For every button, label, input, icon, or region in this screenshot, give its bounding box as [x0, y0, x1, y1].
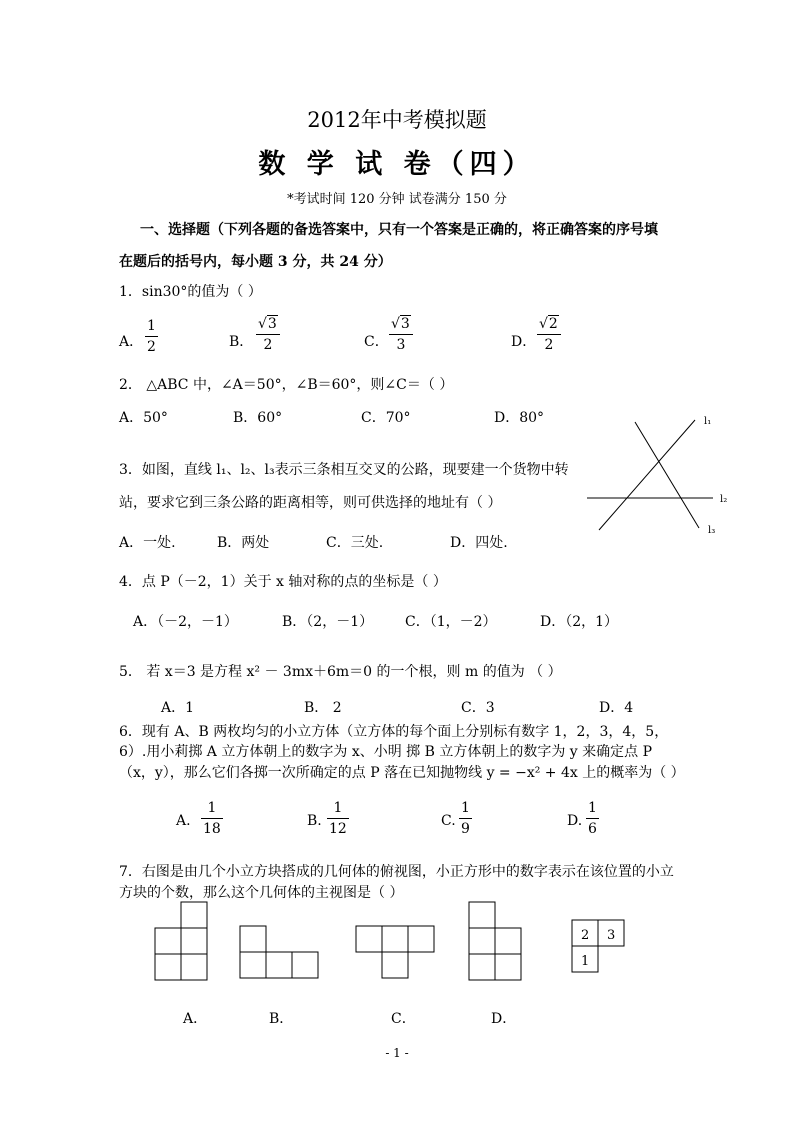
- roads-figure: [585, 412, 745, 542]
- q1-option-a-label: A．: [119, 334, 144, 350]
- fraction-bar: [327, 818, 349, 819]
- q1-option-b-fraction: [256, 317, 280, 352]
- q6-option-a-label: A.: [176, 813, 191, 829]
- q6-option-b-fraction: [327, 801, 349, 836]
- q1-option-a-fraction: [145, 319, 158, 354]
- q3-text-line2: 站，要求它到三条公路的距离相等，则可供选择的地址有（ ）: [119, 495, 502, 511]
- q6-text-line2: 6）.用小莉掷 A 立方体朝上的数字为 x、小明 掷 B 立方体朝上的数字为 y 来确定点 P: [119, 744, 653, 760]
- road-l3-line: [635, 422, 699, 528]
- q7-option-c-figure: [356, 926, 438, 982]
- q2-text: 2． △ABC 中，∠A＝50°，∠B＝60°，则∠C＝（ ）: [119, 377, 454, 393]
- q6-option-a-fraction: [201, 801, 223, 836]
- q6-a-numerator: 1: [207, 800, 217, 816]
- q2-option-b: B．60°: [233, 410, 283, 426]
- q6-option-d-label: D.: [567, 813, 583, 829]
- q1-text: 1．sin30°的值为（ ）: [119, 284, 262, 300]
- q5-option-c: C．3: [461, 700, 495, 716]
- q1-option-c-label: C．: [364, 334, 389, 350]
- q7-option-a-label: A．: [183, 1011, 208, 1027]
- q1-b-radicand: 3: [267, 316, 277, 332]
- q6-option-b-label: B.: [307, 813, 322, 829]
- top-view-cell-value: 2: [581, 928, 590, 943]
- page-number: - 1 -: [385, 1046, 409, 1060]
- q6-text-line3: （x，y），那么它们各掷一次所确定的点 P 落在已知抛物线 y = −x² + 4x 上的概率为（ ）: [119, 765, 685, 781]
- road-l2-label: l₂: [720, 494, 728, 505]
- q1-option-d-label: D．: [511, 334, 537, 350]
- q4-option-a: A．（－2，－1）: [133, 614, 238, 630]
- q6-option-c-fraction: [459, 801, 472, 836]
- q7-option-d-figure: [469, 902, 525, 982]
- q7-option-b-label: B．: [269, 1011, 294, 1027]
- q1-b-denominator: 2: [263, 337, 273, 353]
- q4-option-d: D．（2，1）: [540, 614, 619, 630]
- q6-d-numerator: 1: [588, 800, 597, 816]
- sqrt-icon: √: [391, 316, 400, 332]
- q6-b-numerator: 1: [333, 800, 343, 816]
- q4-option-b: B．（2，－1）: [282, 614, 374, 630]
- q7-option-a-figure: [155, 902, 211, 982]
- q1-a-denominator: 2: [147, 339, 156, 355]
- fraction-bar: [459, 818, 472, 819]
- q1-a-numerator: 1: [147, 318, 156, 334]
- q1-option-b-label: B．: [229, 334, 254, 350]
- fraction-bar: [389, 334, 413, 335]
- q6-c-numerator: 1: [461, 800, 470, 816]
- fraction-bar: [201, 818, 223, 819]
- q6-text-line1: 6．现有 A、B 两枚均匀的小立方体（立方体的每个面上分别标有数字 1，2，3，4，5，: [119, 724, 669, 740]
- q5-option-b: B． 2: [304, 700, 342, 716]
- q1-d-denominator: 2: [544, 337, 554, 353]
- q1-option-c-fraction: [389, 317, 413, 352]
- q2-option-a: A．50°: [119, 410, 168, 426]
- q3-option-b: B．两处: [217, 535, 270, 551]
- q3-option-a: A．一处.: [119, 535, 176, 551]
- exam-info: *考试时间 120 分钟 试卷满分 150 分: [287, 192, 507, 207]
- sqrt-icon: √: [539, 316, 548, 332]
- q7-option-b-figure: [240, 926, 322, 982]
- q4-text: 4．点 P（－2，1）关于 x 轴对称的点的坐标是（ ）: [119, 574, 447, 590]
- q1-d-radicand: 2: [548, 316, 558, 332]
- q6-a-denominator: 18: [203, 821, 221, 837]
- q1-option-d-fraction: [537, 317, 561, 352]
- q6-c-denominator: 9: [461, 821, 470, 837]
- q6-option-d-fraction: [586, 801, 599, 836]
- section-heading-line1: 一、选择题（下列各题的备选答案中，只有一个答案是正确的，将正确答案的序号填: [140, 222, 658, 238]
- q7-option-c-label: C．: [391, 1011, 416, 1027]
- exam-subtitle: 数 学 试 卷（四）: [258, 149, 536, 180]
- sqrt-icon: √: [258, 316, 267, 332]
- road-l3-label: l₃: [708, 525, 716, 536]
- q6-b-denominator: 12: [329, 821, 347, 837]
- q5-option-a: A．1: [161, 700, 195, 716]
- q7-text-line2: 方块的个数，那么这个几何体的主视图是（ ）: [119, 885, 404, 901]
- section-heading-line2: 在题后的括号内，每小题 3 分，共 24 分）: [119, 254, 392, 270]
- q2-option-c: C．70°: [361, 410, 411, 426]
- q7-text-line1: 7．右图是由几个小立方块搭成的几何体的俯视图，小正方形中的数字表示在该位置的小立: [119, 864, 674, 880]
- q3-option-c: C．三处.: [326, 535, 384, 551]
- road-l1-label: l₁: [704, 416, 712, 427]
- q1-c-radicand: 3: [400, 316, 410, 332]
- fraction-bar: [537, 334, 561, 335]
- road-l1-line: [599, 420, 695, 530]
- top-view-cell-value: 1: [581, 954, 590, 969]
- fraction-bar: [145, 336, 158, 337]
- q6-d-denominator: 6: [588, 821, 597, 837]
- q3-option-d: D．四处.: [450, 535, 508, 551]
- q4-option-c: C．（1，－2）: [405, 614, 497, 630]
- q2-option-d: D．80°: [494, 410, 545, 426]
- q7-option-d-label: D．: [491, 1011, 517, 1027]
- q5-option-d: D．4: [599, 700, 634, 716]
- fraction-bar: [256, 334, 280, 335]
- top-view-cell-value: 3: [607, 928, 616, 943]
- q5-text: 5． 若 x＝3 是方程 x² － 3mx＋6m＝0 的一个根，则 m 的值为 （ ）: [119, 664, 562, 680]
- q3-text-line1: 3．如图，直线 l₁、l₂、l₃表示三条相互交叉的公路，现要建一个货物中转: [119, 462, 569, 478]
- q6-option-c-label: C.: [441, 813, 456, 829]
- page-title: 2012年中考模拟题: [307, 108, 487, 132]
- q1-c-denominator: 3: [396, 337, 406, 353]
- fraction-bar: [586, 818, 599, 819]
